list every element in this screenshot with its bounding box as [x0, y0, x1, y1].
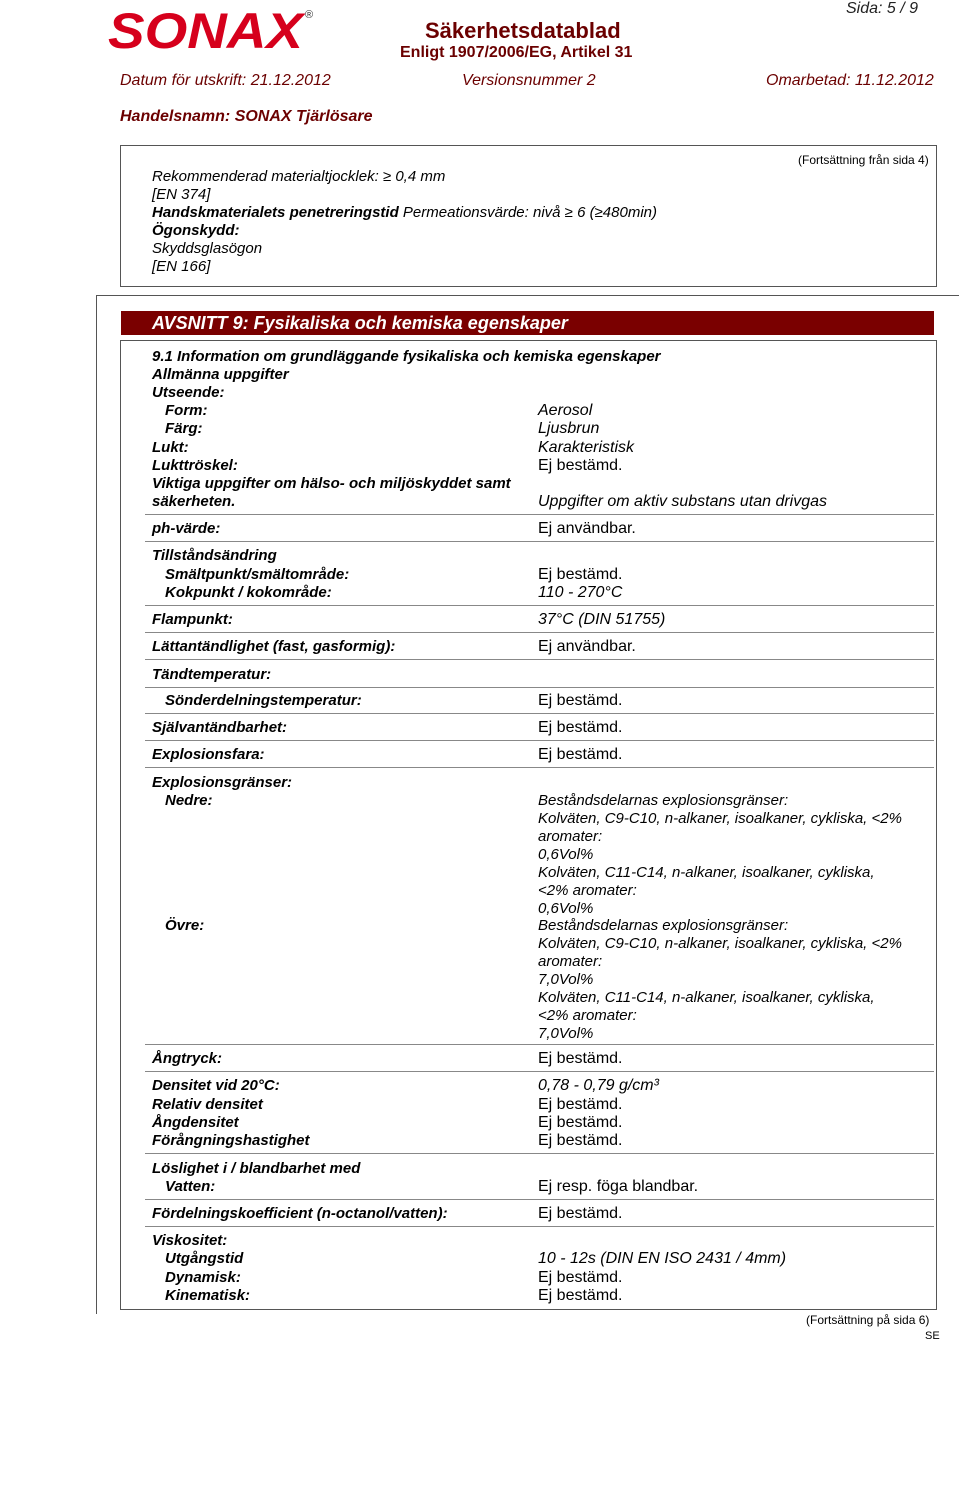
flammability-value: Ej användbar. [538, 638, 636, 655]
odor-label: Lukt: [152, 439, 189, 456]
sonax-logo [108, 4, 318, 54]
water-label: Vatten: [165, 1178, 216, 1195]
flow-time-value: 10 - 12s (DIN EN ISO 2431 / 4mm) [538, 1250, 787, 1267]
upper-limit-line: Kolväten, C11-C14, n-alkaner, isoalkaner, cykliska, [538, 989, 875, 1006]
upper-limit-line: Beståndsdelarnas explosionsgränser: [538, 917, 789, 934]
lower-limit-line: 0,6Vol% [538, 900, 594, 917]
trade-name: Handelsnamn: SONAX Tjärlösare [120, 108, 373, 125]
penetration-value: Permeationsvärde: nivå ≥ 6 (≥480min) [402, 204, 657, 221]
language-code: SE [925, 1330, 940, 1342]
divider [145, 1153, 934, 1154]
upper-limit-line: 7,0Vol% [538, 971, 594, 988]
lower-limit-line: Kolväten, C11-C14, n-alkaner, isoalkaner, cykliska, [538, 864, 875, 881]
flammability-label: Lättantändlighet (fast, gasformig): [152, 638, 396, 655]
form-value: Aerosol [538, 402, 593, 419]
melting-point-value: Ej bestämd. [538, 566, 623, 583]
odor-threshold-value: Ej bestämd. [538, 457, 623, 474]
dynamic-viscosity-value: Ej bestämd. [538, 1269, 623, 1286]
divider [145, 605, 934, 606]
eye-protection-label: Ögonskydd: [152, 222, 240, 239]
lower-limit-label: Nedre: [165, 792, 213, 809]
relative-density-value: Ej bestämd. [538, 1096, 623, 1113]
lower-limit-line: 0,6Vol% [538, 846, 594, 863]
odor-value: Karakteristisk [538, 439, 635, 456]
penetration-label: Handskmaterialets penetreringstid [152, 204, 399, 221]
partition-coefficient-value: Ej bestämd. [538, 1205, 623, 1222]
dynamic-viscosity-label: Dynamisk: [165, 1269, 241, 1286]
evaporation-rate-value: Ej bestämd. [538, 1132, 623, 1149]
self-ignition-label: Självantändbarhet: [152, 719, 288, 736]
divider [145, 1044, 934, 1045]
eye-protection-value: Skyddsglasögon [152, 240, 263, 257]
upper-limit-line: 7,0Vol% [538, 1025, 594, 1042]
form-label: Form: [165, 402, 208, 419]
penetration-row [152, 204, 657, 222]
revised-date: Omarbetad: 11.12.2012 [766, 72, 934, 89]
continued-on: (Fortsättning på sida 6) [806, 1313, 930, 1327]
lower-limit-line: Kolväten, C9-C10, n-alkaner, isoalkaner, cykliska, <2% [538, 810, 902, 827]
vapor-density-value: Ej bestämd. [538, 1114, 623, 1131]
vapor-pressure-value: Ej bestämd. [538, 1050, 623, 1067]
lower-limit-line: Beståndsdelarnas explosionsgränser: [538, 792, 789, 809]
divider [145, 713, 934, 714]
partition-coefficient-label: Fördelningskoefficient (n-octanol/vatten): [152, 1205, 448, 1222]
density-value: 0,78 - 0,79 g/cm³ [538, 1077, 659, 1094]
upper-limit-line: Kolväten, C9-C10, n-alkaner, isoalkaner, cykliska, <2% [538, 935, 902, 952]
lower-limit-line: aromater: [538, 828, 603, 845]
thickness-label: Rekommenderad materialtjocklek: [152, 168, 379, 185]
divider [145, 1226, 934, 1227]
flash-point-label: Flampunkt: [152, 611, 233, 628]
odor-threshold-label: Lukttröskel: [152, 457, 238, 474]
explosion-hazard-label: Explosionsfara: [152, 746, 265, 763]
divider [145, 632, 934, 633]
upper-limit-line: <2% aromater: [538, 1007, 637, 1024]
self-ignition-value: Ej bestämd. [538, 719, 623, 736]
en166-standard: [EN 166] [152, 258, 211, 275]
explosion-hazard-value: Ej bestämd. [538, 746, 623, 763]
boiling-point-value: 110 - 270°C [538, 584, 623, 601]
decomposition-temp-value: Ej bestämd. [538, 692, 623, 709]
lower-limit-block [538, 792, 902, 918]
important-info-label-2: säkerheten. [152, 493, 236, 510]
upper-limit-line: aromater: [538, 953, 603, 970]
flash-point-value: 37°C (DIN 51755) [538, 611, 666, 628]
lower-limit-line: <2% aromater: [538, 882, 637, 899]
divider [145, 767, 934, 768]
decomposition-temp-label: Sönderdelningstemperatur: [165, 692, 362, 709]
state-change-label: Tillståndsändring [152, 547, 277, 564]
thickness-row [152, 168, 445, 186]
ph-label: ph-värde: [152, 520, 221, 537]
melting-point-label: Smältpunkt/smältområde: [165, 566, 350, 583]
important-info-label-1: Viktiga uppgifter om hälso- och miljöskyddet samt [152, 475, 511, 492]
ignition-temp-label: Tändtemperatur: [152, 666, 272, 683]
document-title: Säkerhetsdatablad [425, 18, 621, 43]
version-number: Versionsnummer 2 [462, 72, 596, 89]
density-label: Densitet vid 20°C: [152, 1077, 280, 1094]
ph-value: Ej användbar. [538, 520, 636, 537]
important-info-value: Uppgifter om aktiv substans utan drivgas [538, 493, 828, 510]
divider [145, 1071, 934, 1072]
water-value: Ej resp. föga blandbar. [538, 1178, 699, 1195]
kinematic-viscosity-value: Ej bestämd. [538, 1287, 623, 1304]
document-subtitle: Enligt 1907/2006/EG, Artikel 31 [400, 44, 633, 61]
appearance-label: Utseende: [152, 384, 225, 401]
color-value: Ljusbrun [538, 420, 600, 437]
solubility-label: Löslighet i / blandbarhet med [152, 1160, 361, 1177]
sonax-logo-graphic [108, 4, 318, 54]
thickness-value: ≥ 0,4 mm [382, 168, 446, 185]
divider [145, 687, 934, 688]
upper-limit-label: Övre: [165, 917, 205, 934]
vapor-density-label: Ångdensitet [152, 1114, 239, 1131]
divider [145, 1199, 934, 1200]
section-9-title: AVSNITT 9: Fysikaliska och kemiska egenskaper [152, 313, 568, 333]
viscosity-label: Viskositet: [152, 1232, 228, 1249]
divider [145, 659, 934, 660]
vapor-pressure-label: Ångtryck: [152, 1050, 223, 1067]
evaporation-rate-label: Förångningshastighet [152, 1132, 310, 1149]
divider [145, 740, 934, 741]
continued-from: (Fortsättning från sida 4) [798, 153, 929, 167]
print-date: Datum för utskrift: 21.12.2012 [120, 72, 331, 89]
flow-time-label: Utgångstid [165, 1250, 244, 1267]
page-number: Sida: 5 / 9 [846, 0, 919, 17]
relative-density-label: Relativ densitet [152, 1096, 263, 1113]
registered-mark: ® [305, 9, 314, 21]
general-info-label: Allmänna uppgifter [152, 366, 289, 383]
explosion-limits-label: Explosionsgränser: [152, 774, 293, 791]
upper-limit-block [538, 917, 902, 1043]
divider [145, 514, 934, 515]
en374-standard: [EN 374] [152, 186, 211, 203]
boiling-point-label: Kokpunkt / kokområde: [165, 584, 332, 601]
kinematic-viscosity-label: Kinematisk: [165, 1287, 251, 1304]
sonax-logo-text: SONAX [108, 4, 306, 54]
color-label: Färg: [165, 420, 203, 437]
section-9-1-heading: 9.1 Information om grundläggande fysikaliska och kemiska egenskaper [152, 348, 661, 365]
divider [145, 541, 934, 542]
